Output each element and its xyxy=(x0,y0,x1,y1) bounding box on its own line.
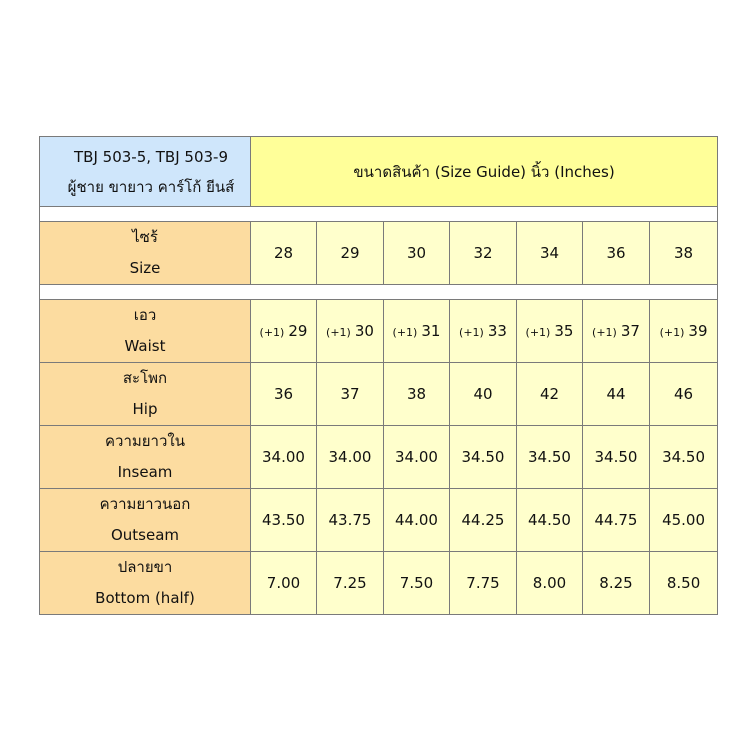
waist-value-cell xyxy=(384,300,450,363)
row-label-en: Waist xyxy=(124,337,166,355)
hip-value: 37 xyxy=(317,363,384,426)
outseam-value: 43.75 xyxy=(317,489,384,552)
hip-value: 38 xyxy=(384,363,450,426)
waist-value: 35 xyxy=(554,322,574,340)
size-label-th: ไซร้ xyxy=(132,228,158,246)
waist-allowance: (+1) xyxy=(392,326,418,339)
bottom-value: 7.75 xyxy=(450,552,517,615)
outseam-value: 44.50 xyxy=(517,489,583,552)
bottom-value: 7.00 xyxy=(251,552,317,615)
spacer-cell xyxy=(40,285,718,300)
hip-value: 36 xyxy=(251,363,317,426)
waist-allowance: (+1) xyxy=(525,326,551,339)
row-label-en: Outseam xyxy=(110,526,180,544)
outseam-value: 44.00 xyxy=(384,489,450,552)
waist-label-cell xyxy=(40,300,251,363)
size-value: 32 xyxy=(450,222,517,285)
waist-value: 30 xyxy=(354,322,374,340)
hip-value: 40 xyxy=(450,363,517,426)
inseam-value: 34.00 xyxy=(317,426,384,489)
size-value: 30 xyxy=(384,222,450,285)
inseam-value: 34.50 xyxy=(650,426,718,489)
inseam-value: 34.00 xyxy=(384,426,450,489)
waist-value: 37 xyxy=(620,322,640,340)
waist-allowance: (+1) xyxy=(592,326,617,339)
row-label-th: ความยาวใน xyxy=(105,432,185,450)
row-label-th: เอว xyxy=(133,306,157,324)
bottom-value: 8.00 xyxy=(517,552,583,615)
guide-title: ขนาดสินค้า (Size Guide) นิ้ว (Inches) xyxy=(251,137,718,207)
row-label-th: ความยาวนอก xyxy=(99,495,191,513)
waist-value-cell xyxy=(650,300,718,363)
outseam-row xyxy=(40,489,718,552)
inseam-label-cell xyxy=(40,426,251,489)
outseam-value: 44.25 xyxy=(450,489,517,552)
product-header-cell xyxy=(40,137,251,207)
size-value: 29 xyxy=(317,222,384,285)
hip-value: 44 xyxy=(583,363,650,426)
waist-value-cell xyxy=(317,300,384,363)
inseam-value: 34.00 xyxy=(251,426,317,489)
size-value: 28 xyxy=(251,222,317,285)
bottom-row xyxy=(40,552,718,615)
size-label-cell xyxy=(40,222,251,285)
size-value: 36 xyxy=(583,222,650,285)
waist-value-cell xyxy=(251,300,317,363)
row-label-en: Inseam xyxy=(117,463,173,481)
waist-value: 39 xyxy=(688,322,708,340)
spacer-cell xyxy=(40,207,718,222)
spacer-row xyxy=(40,285,718,300)
spacer-row xyxy=(40,207,718,222)
waist-allowance: (+1) xyxy=(259,326,285,339)
bottom-value: 7.25 xyxy=(317,552,384,615)
waist-allowance: (+1) xyxy=(659,326,685,339)
hip-value: 42 xyxy=(517,363,583,426)
row-label-th: ปลายขา xyxy=(117,558,173,576)
waist-value: 33 xyxy=(487,322,507,340)
bottom-value: 8.25 xyxy=(583,552,650,615)
size-guide-table xyxy=(39,136,718,615)
outseam-value: 44.75 xyxy=(583,489,650,552)
hip-label-cell xyxy=(40,363,251,426)
row-label-th: สะโพก xyxy=(122,369,168,387)
bottom-value: 8.50 xyxy=(650,552,718,615)
waist-allowance: (+1) xyxy=(459,326,484,339)
waist-value-cell xyxy=(450,300,517,363)
waist-value-cell xyxy=(583,300,650,363)
size-label-en: Size xyxy=(129,259,161,277)
row-label-en: Hip xyxy=(132,400,158,418)
model-codes: TBJ 503-5, TBJ 503-9 xyxy=(74,147,228,166)
waist-value: 29 xyxy=(288,322,308,340)
waist-value-cell xyxy=(517,300,583,363)
bottom-value: 7.50 xyxy=(384,552,450,615)
size-row xyxy=(40,222,718,285)
inseam-row xyxy=(40,426,718,489)
size-value: 38 xyxy=(650,222,718,285)
inseam-value: 34.50 xyxy=(517,426,583,489)
bottom-label-cell xyxy=(40,552,251,615)
inseam-value: 34.50 xyxy=(583,426,650,489)
waist-value: 31 xyxy=(421,322,441,340)
header-row xyxy=(40,137,718,207)
hip-value: 46 xyxy=(650,363,718,426)
row-label-en: Bottom (half) xyxy=(95,589,195,607)
outseam-value: 43.50 xyxy=(251,489,317,552)
waist-allowance: (+1) xyxy=(326,326,351,339)
waist-row xyxy=(40,300,718,363)
inseam-value: 34.50 xyxy=(450,426,517,489)
product-name: ผู้ชาย ขายาว คาร์โก้ ยีนส์ xyxy=(67,177,235,196)
outseam-value: 45.00 xyxy=(650,489,718,552)
hip-row xyxy=(40,363,718,426)
size-value: 34 xyxy=(517,222,583,285)
outseam-label-cell xyxy=(40,489,251,552)
